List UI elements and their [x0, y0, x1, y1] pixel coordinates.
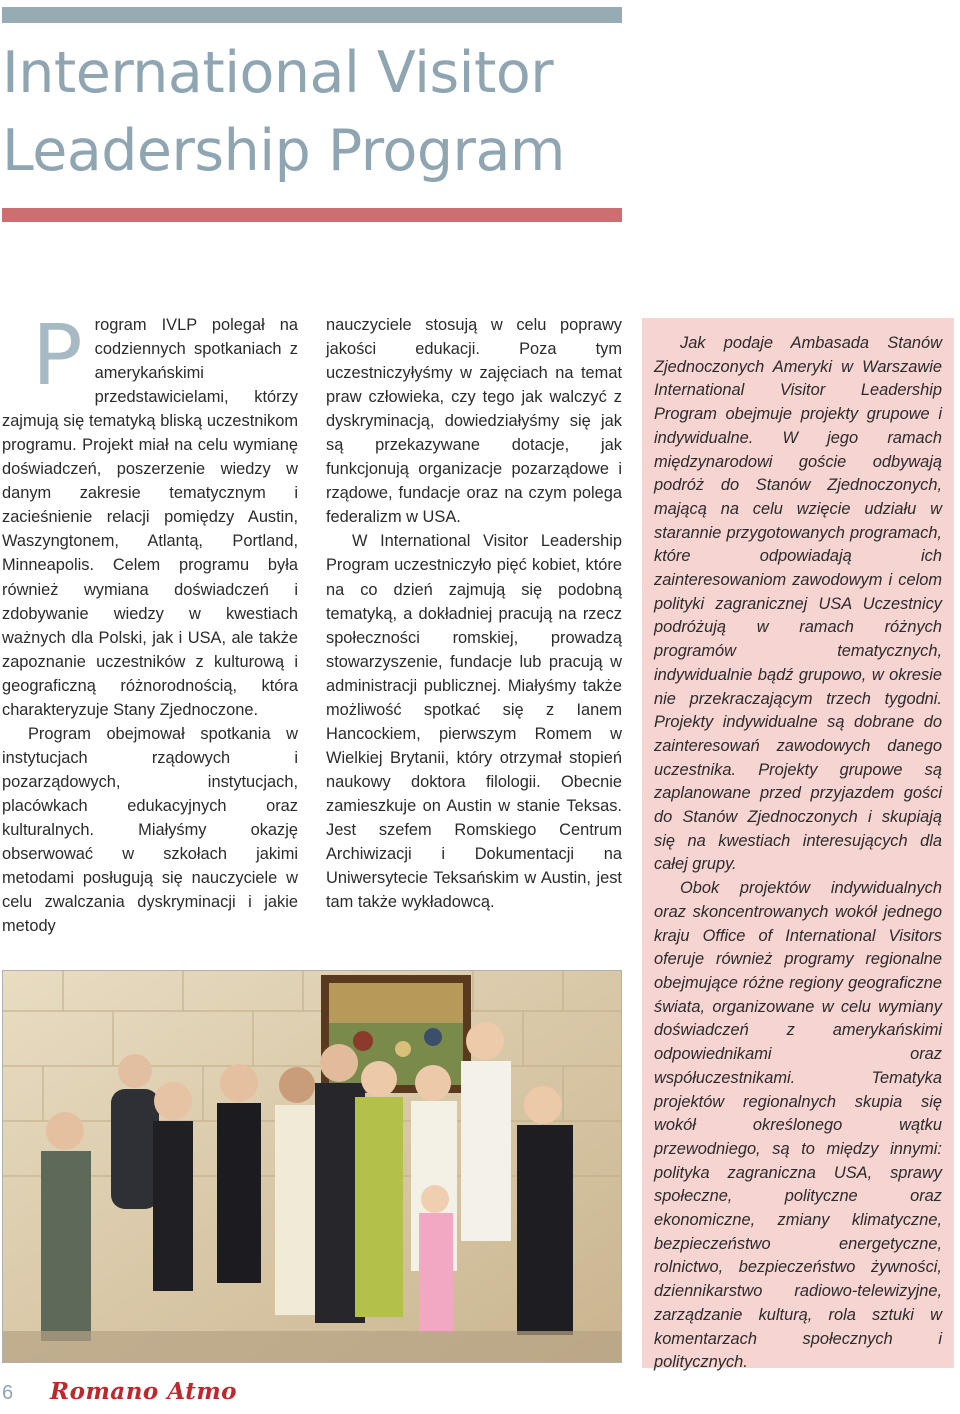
article-paragraph: rogram IVLP polegał na codziennych spotkaniach z amerykańskimi przedstawicielami, którzy zajmują się tematyką bliską uczestnikom programu. Projekt miał na celu wymianę doświadczeń, poszerzenie wiedzy w danym zakresie tematycznym i zacieśnienie relacji pomiędzy Austin, Waszyngtonem, Atlantą, Portland, Minneapolis. Celem programu była również wymiana doświadczeń i zdobywanie wiedzy w kwestiach ważnych dla Polski, jak i USA, ale także zapoznanie uczestników z kulturową i geograficzną różnorodnością, która charakteryzuje Stany Zjednoczone. — [2, 316, 298, 719]
group-photo — [2, 970, 622, 1363]
group-photo-illustration — [3, 971, 622, 1363]
drop-cap: P — [32, 306, 83, 404]
article-column-1 — [2, 306, 298, 938]
sidebar-paragraph: Jak podaje Ambasada Stanów Zjednoczonych Ameryki w Warszawie International Visitor Leadership Program obejmuje projekty grupowe i indywidualne. W jego ramach międzynarodowi goście odbywają podróż do Stanów Zjednoczonych, mającą na celu wzięcie udziału w starannie przygotowanych programach, które odpowiadają ich zainteresowaniom zawodowym i celom polityki zagranicznej USA Uczestnicy podróżują w ramach różnych programów tematycznych, indywidualnie bądź grupowo, w okresie nie przekraczającym trzech tygodni. Projekty indywidualne są dobrane do zainteresowań zawodowych danego uczestnika. Projekty grupowe są zaplanowane przed przyjazdem gości do Stanów Zjednoczonych i skupiają się na kwestiach interesujących dla całej grupy. — [654, 334, 942, 874]
magazine-logo: Romano Atmo — [50, 1378, 238, 1405]
title-line-2: Leadership Program — [2, 118, 565, 184]
article-paragraph: Program obejmował spotkania w instytucjach rządowych i pozarządowych, instytucjach, placówkach edukacyjnych oraz kulturalnych. Miałyśmy okazję obserwować w szkołach jakimi metodami posługują się nauczyciele w celu zwalczania dyskryminacji i jakie metody — [2, 724, 298, 936]
title-line-1: International Visitor — [2, 40, 554, 106]
page-number: 6 — [2, 1382, 14, 1404]
article-paragraph: nauczyciele stosują w celu poprawy jakości edukacji. Poza tym uczestniczyłyśmy w zajęciach na temat praw człowieka, czy tego jak walczyć z dyskryminacją, dowiedziałyśmy się jak są przekazywane dotacje, jak funkcjonują organizacje pozarządowe i rządowe, fundacje oraz na czym polega federalizm w USA. — [326, 316, 622, 527]
floor — [3, 1331, 622, 1363]
header-bottom-bar — [2, 208, 622, 222]
sidebar-paragraph: Obok projektów indywidualnych oraz skoncentrowanych wokół jednego kraju Office of International Visitors oferuje również programy regionalne obejmujące różne regiony geograficzne świata, organizowane w celu wymiany doświadczeń z amerykańskimi odpowiednikami oraz współuczestnikami. Tematyka projektów regionalnych skupia się wokół określonego wątku przewodniego, są to między innymi: polityka zagraniczna USA, sprawy społeczne, polityczne oraz ekonomiczne, zmiany klimatyczne, bezpieczeństwo energetyczne, rolnictwo, bezpieczeństwo żywności, dziennikarstwo radiowo-telewizyjne, zarządzanie kulturą, rola sztuki w komentarzach społecznych i politycznych. — [654, 879, 942, 1372]
header-top-bar — [2, 7, 622, 23]
page-title — [2, 34, 642, 190]
article-paragraph: W International Visitor Leadership Program uczestniczyło pięć kobiet, które na co dzień zajmują się podobną tematyką, a dokładniej pracują na rzecz społeczności romskiej, prowadzą stowarzyszenie, fundacje lub pracują w administracji publicznej. Miałyśmy także możliwość spotkać się z Ianem Hancockiem, pierwszym Romem w Wielkiej Brytanii, który otrzymał stopień naukowy doktora filologii. Obecnie zamieszkuje on Austin w stanie Teksas. Jest szefem Romskiego Centrum Archiwizacji i Dokumentacji na Uniwersytecie Teksańskim w Austin, jest tam także wykładowcą. — [326, 532, 622, 912]
sidebar-text — [654, 332, 942, 1375]
article-column-2 — [326, 313, 622, 914]
